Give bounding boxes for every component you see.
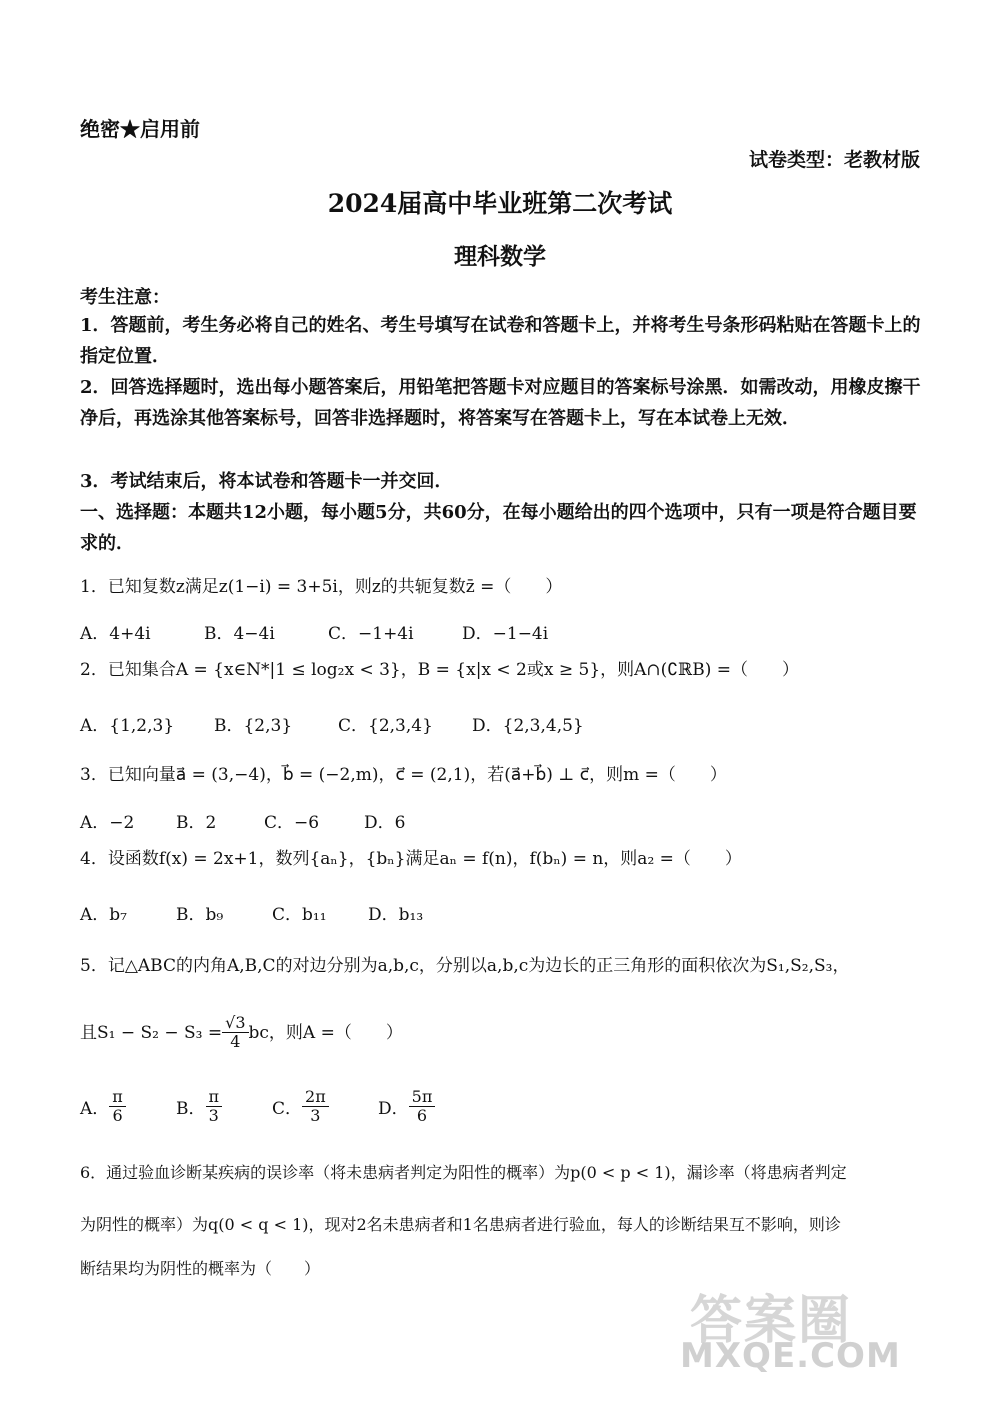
question-5-stem: 5．记△ABC的内角A,B,C的对边分别为a,b,c，分别以a,b,c为边长的正三角形的面积依次为S₁,S₂,S₃，: [80, 956, 850, 976]
option-a: A．4+4i: [80, 624, 151, 644]
option-fraction: [206, 1088, 223, 1125]
option-d: D．6: [364, 813, 406, 833]
watermark-logo: [670, 1278, 960, 1386]
question-1-stem: 1．已知复数z满足z(1−i) = 3+5i，则z的共轭复数z̄ =（ ）: [80, 577, 563, 597]
option-c: C．{2,3,4}: [338, 716, 433, 736]
paper-type-label: 试卷类型：老教材版: [748, 149, 920, 171]
question-1-options: [80, 619, 548, 644]
watermark-url: MXQE.COM: [680, 1336, 901, 1376]
option-b: B．b₉: [176, 905, 224, 925]
fraction-numerator: 2π: [302, 1088, 329, 1107]
option-a: A．{1,2,3}: [80, 716, 175, 736]
question-6-line-2: 为阴性的概率）为q(0 < q < 1)，现对2名未患病者和1名患病者进行验血，每人的诊断结果互不影响，则诊: [80, 1215, 841, 1234]
option-d: D．{2,3,4,5}: [472, 716, 584, 736]
question-3-stem: 3．已知向量a⃗ = (3,−4)，b⃗ = (−2,m)，c⃗ = (2,1)，若(a⃗+b⃗) ⊥ c⃗，则m =（ ）: [80, 765, 727, 785]
condition-prefix: 且S₁ − S₂ − S₃ =: [80, 1022, 223, 1043]
fraction-denominator: 6: [416, 1106, 428, 1125]
option-a: A．b₇: [80, 905, 127, 925]
fraction-denominator: 3: [310, 1106, 321, 1125]
fraction-denominator: 3: [208, 1106, 219, 1125]
option-c: C．−6: [264, 813, 320, 833]
watermark-text: 答案圈: [690, 1291, 853, 1351]
confidential-label: 绝密★启用前: [80, 117, 200, 141]
fraction-numerator: 5π: [409, 1088, 436, 1107]
option-label: A．: [80, 1099, 110, 1119]
option-d: D．b₁₃: [368, 905, 424, 925]
option-d: [378, 1088, 435, 1125]
option-fraction: [302, 1088, 329, 1125]
question-6-line-1: 6．通过验血诊断某疾病的误诊率（将未患病者判定为阳性的概率）为p(0 < p < 1)，漏诊率（将患病者判定: [80, 1163, 847, 1182]
option-c: C．−1+4i: [328, 624, 414, 644]
option-b: B．2: [176, 813, 217, 833]
section-1-heading: 一、选择题：本题共12小题，每小题5分，共60分，在每小题给出的四个选项中，只有一项是符合题目要求的．: [80, 502, 917, 554]
question-5-condition: [80, 1014, 925, 1051]
option-c: [272, 1088, 378, 1125]
option-label: B．: [176, 1099, 206, 1119]
exam-subject: 理科数学: [454, 243, 546, 270]
option-fraction: [409, 1088, 436, 1125]
fraction-numerator: π: [206, 1088, 223, 1107]
fraction: [222, 1014, 248, 1051]
fraction-numerator: π: [109, 1088, 126, 1107]
option-d: D．−1−4i: [462, 624, 549, 644]
question-4-options: [80, 900, 423, 925]
notice-item-2: 2．回答选择题时，选出每小题答案后，用铅笔把答题卡对应题目的答案标号涂黑．如需改动，用橡皮擦干净后，再选涂其他答案标号，回答非选择题时，将答案写在答题卡上，写在本试卷上无效．: [80, 377, 921, 429]
question-2-options: [80, 711, 584, 736]
option-label: C．: [272, 1099, 303, 1119]
notice-item-3: 3．考试结束后，将本试卷和答题卡一并交回．: [80, 471, 453, 492]
exam-title: 2024届高中毕业班第二次考试: [327, 189, 673, 218]
option-label: D．: [378, 1099, 409, 1119]
fraction-numerator: √3: [222, 1014, 248, 1033]
option-fraction: [109, 1088, 126, 1125]
option-b: [176, 1088, 272, 1125]
question-5-options: [80, 1088, 435, 1125]
condition-suffix: bc，则A =（ ）: [248, 1022, 403, 1043]
option-b: B．4−4i: [204, 624, 275, 644]
question-6-line-3: 断结果均为阴性的概率为（ ）: [80, 1259, 321, 1278]
question-3-options: [80, 808, 405, 833]
question-2-stem: 2．已知集合A = {x∈N*|1 ≤ log₂x < 3}，B = {x|x < 2或x ≥ 5}，则A∩(∁ℝB) =（ ）: [80, 660, 800, 680]
fraction-denominator: 4: [230, 1032, 241, 1051]
option-b: B．{2,3}: [214, 716, 293, 736]
notice-item-1: 1．答题前，考生务必将自己的姓名、考生号填写在试卷和答题卡上，并将考生号条形码粘贴在答题卡上的指定位置．: [80, 315, 921, 367]
question-4-stem: 4．设函数f(x) = 2x+1，数列{aₙ}，{bₙ}满足aₙ = f(n)，f(bₙ) = n，则a₂ =（ ）: [80, 849, 742, 869]
notice-heading: 考生注意：: [80, 287, 170, 308]
option-a: A．−2: [80, 813, 135, 833]
option-c: C．b₁₁: [272, 905, 327, 925]
fraction-denominator: 6: [112, 1106, 123, 1125]
option-a: [80, 1088, 176, 1125]
